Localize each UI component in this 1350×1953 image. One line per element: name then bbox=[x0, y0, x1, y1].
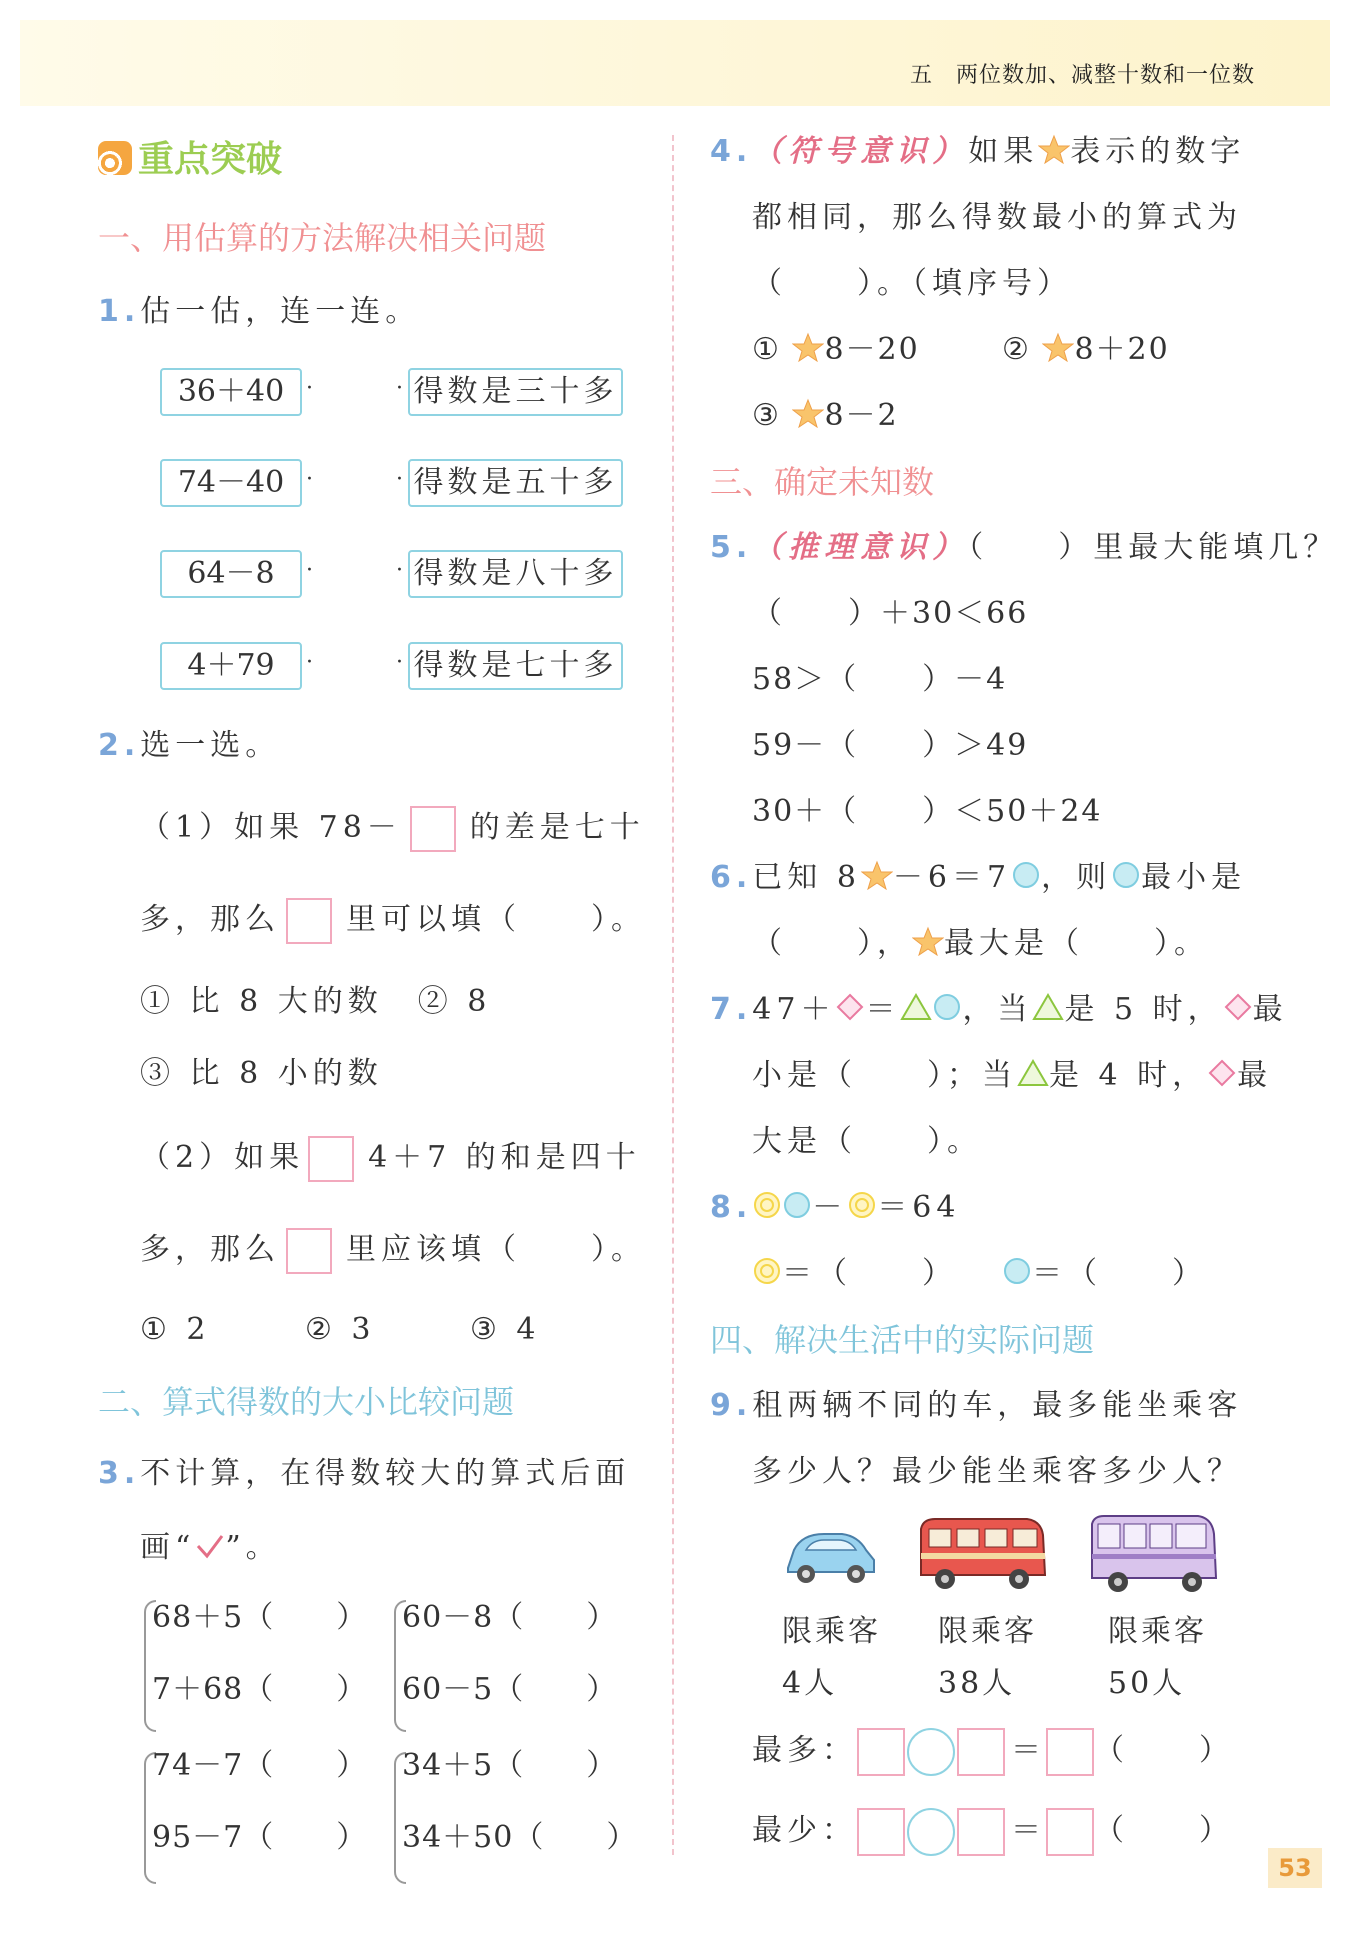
diamond-icon bbox=[835, 992, 865, 1022]
connect-dot[interactable]: · bbox=[306, 558, 313, 583]
star-icon bbox=[912, 926, 944, 956]
blank-circle[interactable] bbox=[907, 1808, 955, 1856]
double-circle-icon bbox=[847, 1190, 877, 1220]
q2-part1-line2: 多，那么 里可以填（ ）。 bbox=[140, 898, 646, 944]
double-circle-icon bbox=[752, 1256, 782, 1286]
blank-box[interactable] bbox=[308, 1136, 354, 1182]
q8-answer-2[interactable]: ＝（ ） bbox=[1002, 1254, 1207, 1294]
section-3-title: 三、确定未知数 bbox=[710, 463, 935, 501]
vehicle-1-label: 限乘客 bbox=[782, 1614, 881, 1649]
compare-item[interactable]: 68＋5（ ） bbox=[152, 1600, 368, 1635]
bus-icon bbox=[1088, 1512, 1223, 1597]
circle-icon bbox=[932, 992, 962, 1022]
q5-line[interactable]: 30＋（ ）＜50＋24 bbox=[752, 794, 1103, 829]
q4-option-1[interactable]: ① 8－20 bbox=[752, 332, 920, 367]
car-icon bbox=[780, 1520, 880, 1590]
result-box: 得数是八十多 bbox=[408, 550, 623, 598]
blank-box[interactable] bbox=[857, 1808, 905, 1856]
connect-dot[interactable]: · bbox=[396, 467, 403, 492]
q4-option-3[interactable]: ③ 8－2 bbox=[752, 398, 899, 433]
q2-part1-options-1[interactable]: ① 比 8 大的数 ② 8 bbox=[140, 984, 492, 1019]
diamond-icon bbox=[1223, 992, 1253, 1022]
question-8: 8. － ＝64 bbox=[710, 1190, 961, 1225]
circle-icon bbox=[1002, 1256, 1032, 1286]
question-6-line2: （ ）， 最大是（ ）。 bbox=[752, 926, 1209, 961]
section-2-title: 二、算式得数的大小比较问题 bbox=[98, 1383, 515, 1421]
circle-icon bbox=[782, 1190, 812, 1220]
section-4-title: 四、解决生活中的实际问题 bbox=[710, 1321, 1095, 1359]
vehicle-3-label: 限乘客 bbox=[1108, 1614, 1207, 1649]
expr-box: 4＋79 bbox=[160, 642, 302, 690]
circle-icon bbox=[1011, 860, 1041, 890]
q2-part2-line2: 多，那么 里应该填（ ）。 bbox=[140, 1228, 646, 1274]
blank-circle[interactable] bbox=[907, 1728, 955, 1776]
expr-box: 64－8 bbox=[160, 550, 302, 598]
star-icon bbox=[1042, 332, 1074, 362]
page-number: 53 bbox=[1268, 1848, 1322, 1888]
question-9: 9.租两辆不同的车，最多能坐乘客 bbox=[710, 1388, 1243, 1423]
vehicle-3-count: 50人 bbox=[1108, 1666, 1186, 1701]
triangle-icon bbox=[900, 992, 932, 1022]
expr-box: 74－40 bbox=[160, 459, 302, 507]
q2-part2-option-2[interactable]: ② 3 bbox=[305, 1312, 376, 1347]
blank-box[interactable] bbox=[957, 1808, 1005, 1856]
result-box: 得数是七十多 bbox=[408, 642, 623, 690]
compare-item[interactable]: 7＋68（ ） bbox=[152, 1672, 368, 1707]
compare-item[interactable]: 34＋50（ ） bbox=[402, 1820, 638, 1855]
compare-item[interactable]: 60－5（ ） bbox=[402, 1672, 618, 1707]
vehicle-1-count: 4人 bbox=[782, 1666, 838, 1701]
blank-box[interactable] bbox=[1046, 1728, 1094, 1776]
question-9-line2: 多少人？最少能坐乘客多少人？ bbox=[752, 1454, 1242, 1489]
blank-box[interactable] bbox=[286, 1228, 332, 1274]
connect-dot[interactable]: · bbox=[396, 650, 403, 675]
question-3-line2: 画“ ”。 bbox=[140, 1530, 281, 1565]
blank-box[interactable] bbox=[957, 1728, 1005, 1776]
compare-item[interactable]: 34＋5（ ） bbox=[402, 1748, 618, 1783]
compare-item[interactable]: 60－8（ ） bbox=[402, 1600, 618, 1635]
vehicle-2-label: 限乘客 bbox=[938, 1614, 1037, 1649]
expr-box: 36＋40 bbox=[160, 368, 302, 416]
question-2: 2.选一选。 bbox=[98, 728, 281, 763]
blank-box[interactable] bbox=[286, 898, 332, 944]
triangle-icon bbox=[1032, 992, 1064, 1022]
triangle-icon bbox=[1017, 1058, 1049, 1088]
question-3: 3.不计算，在得数较大的算式后面 bbox=[98, 1456, 631, 1491]
q2-part2-option-3[interactable]: ③ 4 bbox=[470, 1312, 541, 1347]
q5-line[interactable]: （ ）＋30＜66 bbox=[752, 596, 1029, 631]
q4-option-2[interactable]: ② 8＋20 bbox=[1002, 332, 1170, 367]
connect-dot[interactable]: · bbox=[306, 467, 313, 492]
star-icon bbox=[792, 332, 824, 362]
star-icon bbox=[1038, 134, 1070, 164]
diamond-icon bbox=[1207, 1058, 1237, 1088]
checkmark-icon bbox=[195, 1532, 225, 1560]
chapter-title: 五 两位数加、减整十数和一位数 bbox=[909, 63, 1255, 88]
connect-dot[interactable]: · bbox=[396, 376, 403, 401]
blank-box[interactable] bbox=[1046, 1808, 1094, 1856]
question-7-line3: 大是（ ）。 bbox=[752, 1124, 982, 1159]
max-equation: 最多： ＝ （ ） bbox=[752, 1726, 1234, 1776]
spiral-icon bbox=[98, 141, 132, 175]
circle-icon bbox=[1111, 860, 1141, 890]
q2-part2-line1: （2）如果 4＋7 的和是四十 bbox=[140, 1136, 641, 1182]
q8-answer-1[interactable]: ＝（ ） bbox=[752, 1254, 957, 1294]
compare-item[interactable]: 95－7（ ） bbox=[152, 1820, 368, 1855]
key-points-title: 重点突破 bbox=[98, 138, 282, 182]
question-7-line2: 小是（ ）；当 是 4 时， 最 bbox=[752, 1058, 1273, 1093]
column-divider bbox=[672, 135, 674, 1855]
result-box: 得数是五十多 bbox=[408, 459, 623, 507]
connect-dot[interactable]: · bbox=[306, 650, 313, 675]
q2-part2-option-1[interactable]: ① 2 bbox=[140, 1312, 211, 1347]
question-4-line2: 都相同，那么得数最小的算式为 bbox=[752, 200, 1242, 235]
minibus-icon bbox=[915, 1515, 1050, 1595]
blank-box[interactable] bbox=[410, 806, 456, 852]
connect-dot[interactable]: · bbox=[396, 558, 403, 583]
question-7: 7.47＋ ＝ ，当 是 5 时， 最 bbox=[710, 992, 1288, 1027]
double-circle-icon bbox=[752, 1190, 782, 1220]
blank-box[interactable] bbox=[857, 1728, 905, 1776]
q2-part1-line1: （1）如果 78－ 的差是七十 bbox=[140, 806, 645, 852]
compare-item[interactable]: 74－7（ ） bbox=[152, 1748, 368, 1783]
q5-line[interactable]: 59－（ ）＞49 bbox=[752, 728, 1029, 763]
min-equation: 最少： ＝ （ ） bbox=[752, 1806, 1234, 1856]
question-1: 1.估一估，连一连。 bbox=[98, 294, 421, 329]
star-icon bbox=[861, 860, 893, 890]
connect-dot[interactable]: · bbox=[306, 376, 313, 401]
result-box: 得数是三十多 bbox=[408, 368, 623, 416]
section-1-title: 一、用估算的方法解决相关问题 bbox=[98, 219, 547, 257]
question-6: 6.已知 8 －6＝7 ，则 最小是 bbox=[710, 860, 1247, 895]
star-icon bbox=[792, 398, 824, 428]
q5-line[interactable]: 58＞（ ）－4 bbox=[752, 662, 1008, 697]
question-5: 5.（推理意识）（ ）里最大能填几？ bbox=[710, 530, 1339, 565]
vehicle-2-count: 38人 bbox=[938, 1666, 1016, 1701]
q2-part1-options-2[interactable]: ③ 比 8 小的数 bbox=[140, 1056, 383, 1091]
question-4: 4.（符号意识）如果 表示的数字 bbox=[710, 134, 1246, 169]
question-4-line3: （ ）。（填序号） bbox=[752, 266, 1072, 301]
